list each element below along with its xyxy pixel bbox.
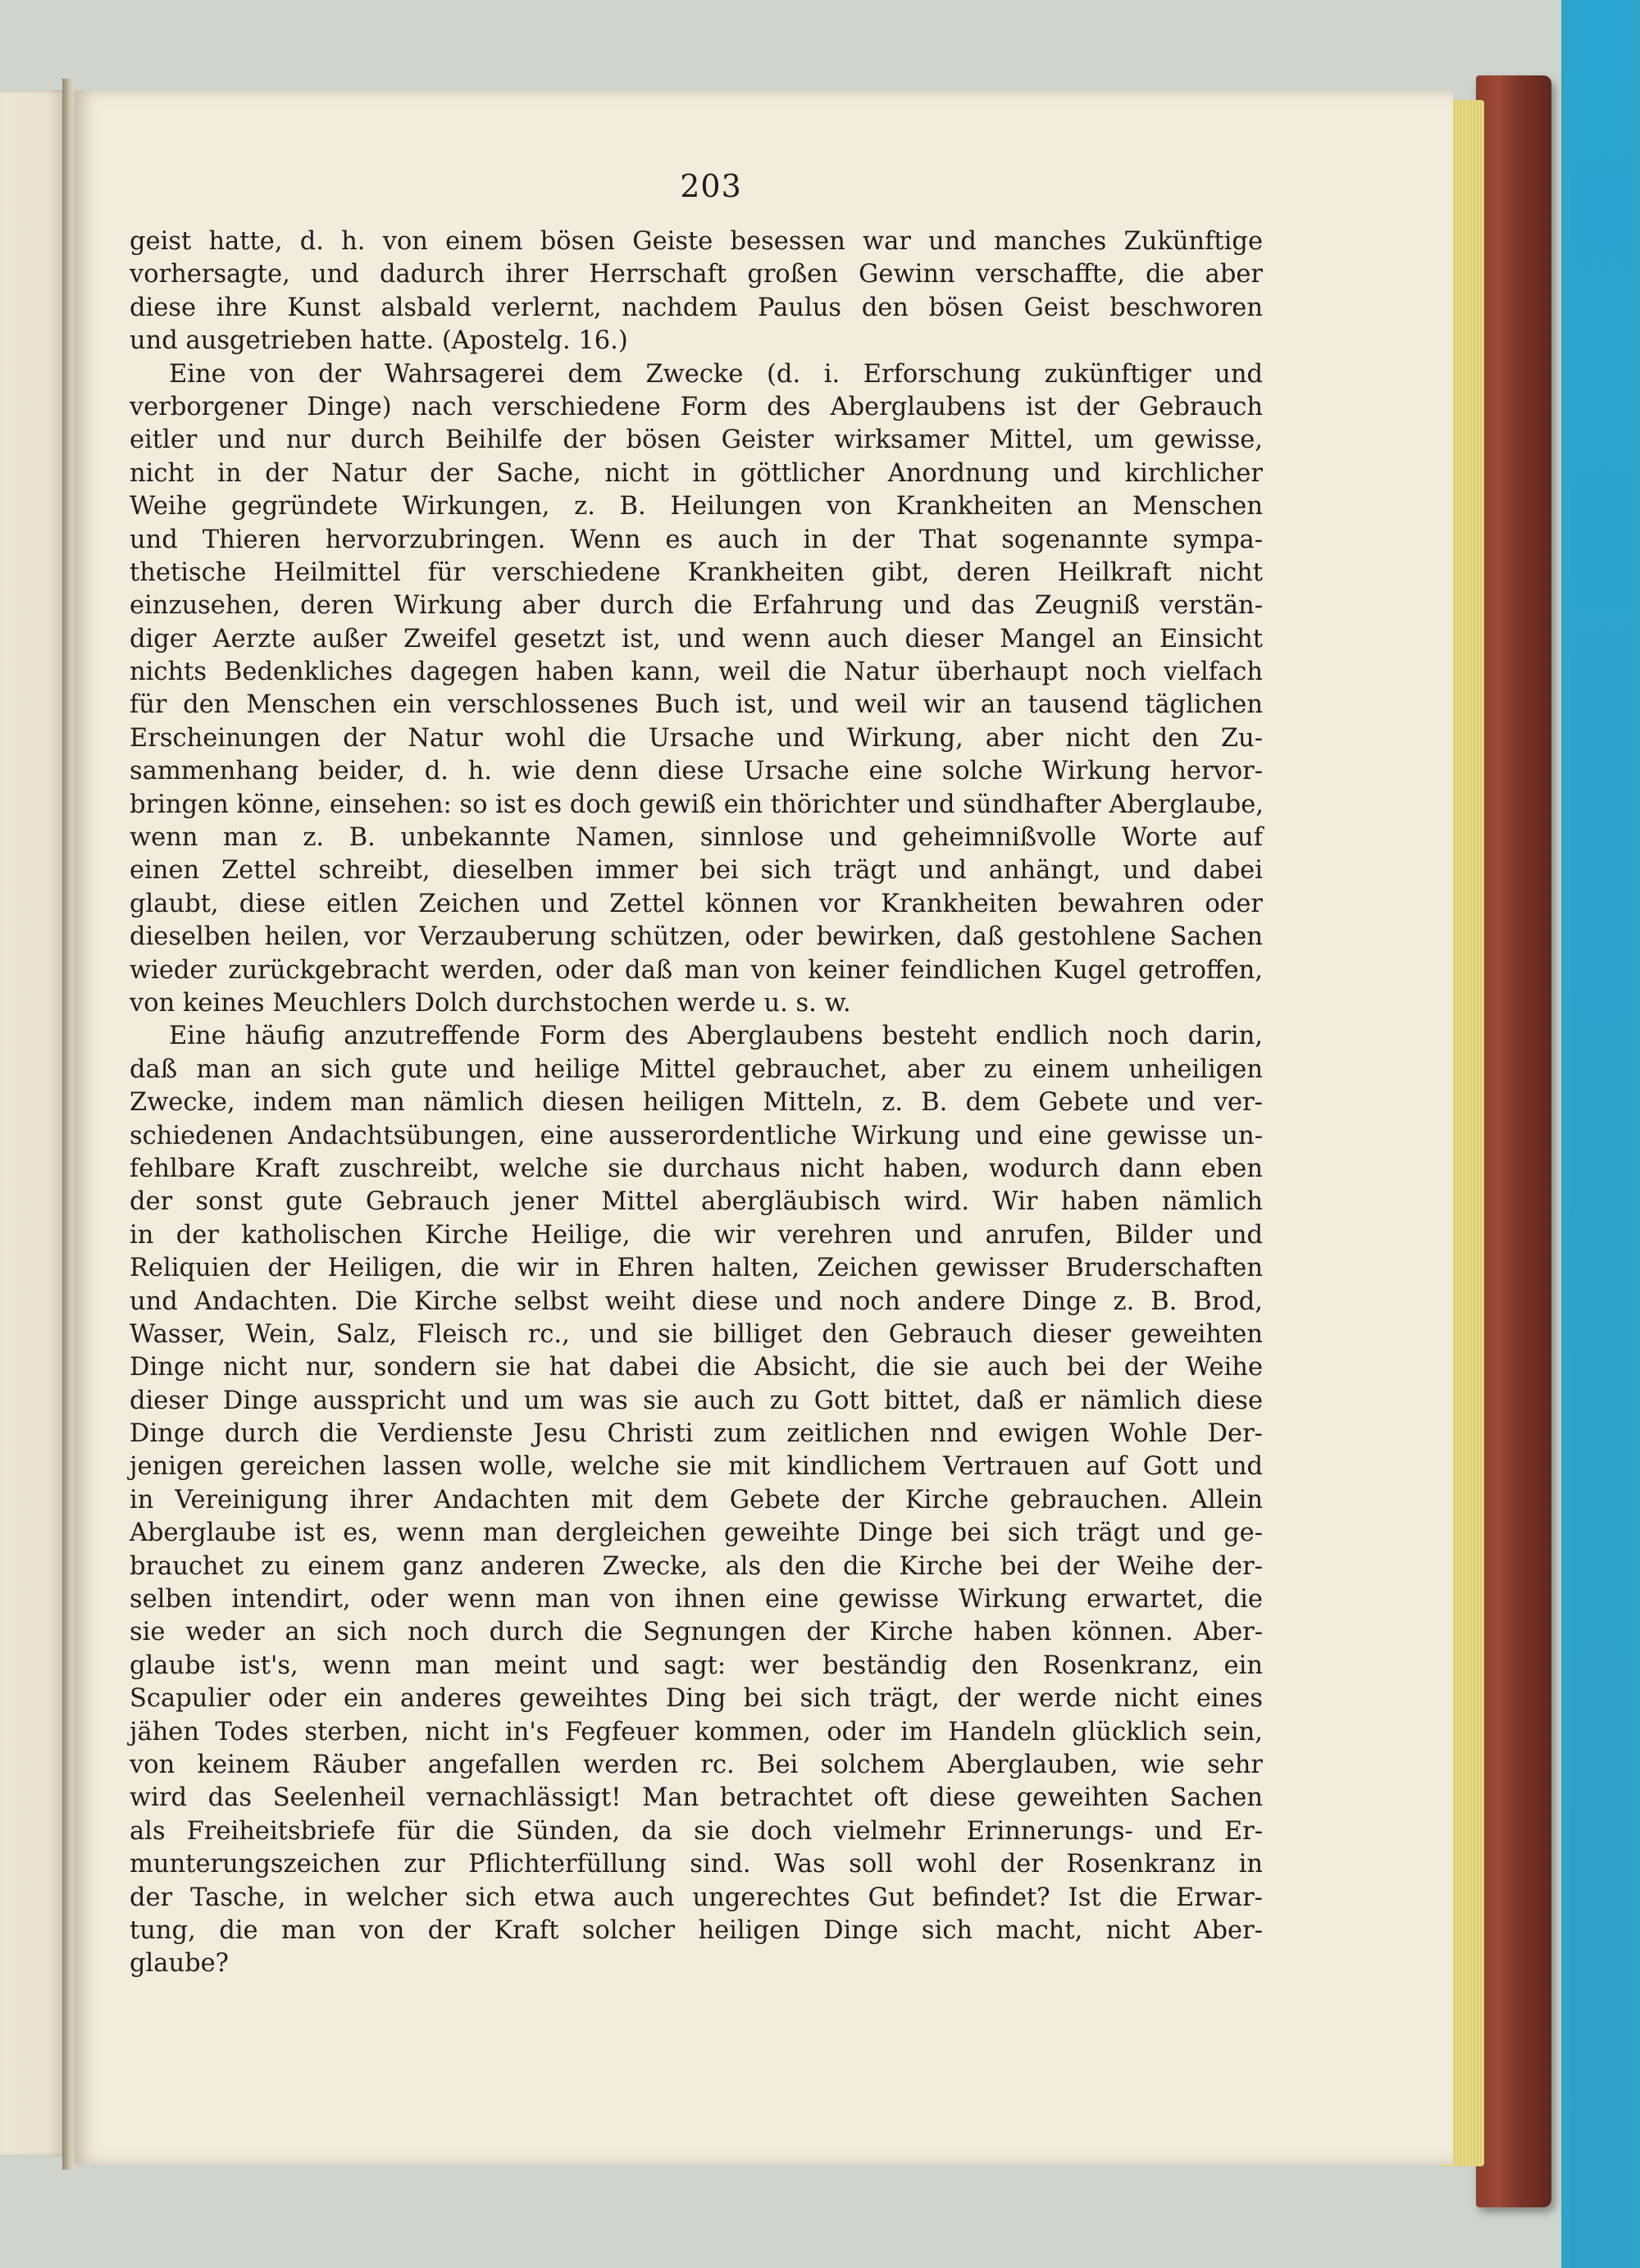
text-line: wird das Seelenheil vernachlässigt! Man betrachtet oft diese geweihten Sachen — [130, 1783, 1263, 1813]
text-line: diese ihre Kunst alsbald verlernt, nachdem Paulus den bösen Geist beschworen — [130, 293, 1263, 322]
text-line: Scapulier oder ein anderes geweihtes Ding bei sich trägt, der werde nicht eines — [130, 1684, 1263, 1714]
text-line: einen Zettel schreibt, dieselben immer bei sich trägt und anhängt, und dabei — [130, 856, 1263, 886]
text-line: brauchet zu einem ganz anderen Zwecke, als den die Kirche bei der Weihe der- — [130, 1551, 1263, 1581]
text-line: tung, die man von der Kraft solcher heiligen Dinge sich macht, nicht Aber- — [130, 1915, 1263, 1945]
text-line: dieser Dinge ausspricht und um was sie auch zu Gott bittet, daß er nämlich diese — [130, 1386, 1263, 1415]
text-line: munterungszeichen zur Pflichterfüllung sind. Was soll wohl der Rosenkranz in — [130, 1850, 1263, 1879]
text-line: glaube? — [130, 1949, 230, 1979]
body-text — [130, 225, 1263, 1981]
book-gutter — [62, 79, 74, 2170]
text-line: glaubt, diese eitlen Zeichen und Zettel können vor Krankheiten bewahren oder — [130, 889, 1263, 918]
text-line: Zwecke, indem man nämlich diesen heiligen Mitteln, z. B. dem Gebete und ver- — [130, 1088, 1263, 1118]
text-line: bringen könne, einsehen: so ist es doch gewiß ein thörichter und sündhafter Aberglaube, — [130, 790, 1264, 819]
text-line: in der katholischen Kirche Heilige, die wir verehren und anrufen, Bilder und — [130, 1220, 1263, 1250]
text-line: Reliquien der Heiligen, die wir in Ehren halten, Zeichen gewisser Bruderschaften — [130, 1254, 1263, 1283]
text-line: fehlbare Kraft zuschreibt, welche sie durchaus nicht haben, wodurch dann eben — [130, 1154, 1263, 1183]
text-line: Dinge nicht nur, sondern sie hat dabei die Absicht, die sie auch bei der Weihe — [130, 1353, 1263, 1382]
text-line: Erscheinungen der Natur wohl die Ursache und Wirkung, aber nicht den Zu- — [130, 723, 1263, 753]
text-line: in Vereinigung ihrer Andachten mit dem Gebete der Kirche gebrauchen. Allein — [130, 1485, 1263, 1514]
text-line: Eine häufig anzutreffende Form des Aberglaubens besteht endlich noch darin, — [169, 1022, 1263, 1051]
text-line: jenigen gereichen lassen wolle, welche sie mit kindlichem Vertrauen auf Gott und — [130, 1452, 1263, 1482]
text-line: der Tasche, in welcher sich etwa auch ungerechtes Gut befindet? Ist die Erwar- — [130, 1883, 1263, 1912]
text-line: wenn man z. B. unbekannte Namen, sinnlose und geheimnißvolle Worte auf — [130, 823, 1263, 853]
left-page-margin — [0, 90, 69, 2156]
book-cover-edge — [1476, 75, 1551, 2207]
text-line: selben intendirt, oder wenn man von ihnen eine gewisse Wirkung erwartet, die — [130, 1585, 1263, 1614]
text-line: einzusehen, deren Wirkung aber durch die Erfahrung und das Zeugniß verstän- — [130, 591, 1263, 621]
text-line: sammenhang beider, d. h. wie denn diese Ursache eine solche Wirkung hervor- — [130, 757, 1263, 786]
text-line: für den Menschen ein verschlossenes Buch ist, und weil wir an tausend täglichen — [130, 690, 1263, 720]
calibration-patch — [1569, 0, 1632, 2268]
text-line: schiedenen Andachtsübungen, eine ausserordentliche Wirkung und eine gewisse un- — [130, 1121, 1263, 1150]
text-line: diger Aerzte außer Zweifel gesetzt ist, und wenn auch dieser Mangel an Einsicht — [130, 624, 1263, 654]
text-line: Wasser, Wein, Salz, Fleisch rc., und sie billiget den Gebrauch dieser geweihten — [130, 1319, 1263, 1349]
text-line: und Thieren hervorzubringen. Wenn es auch in der That sogenannte sympa- — [130, 525, 1263, 554]
text-line: von keinem Räuber angefallen werden rc. Bei solchem Aberglauben, wie sehr — [130, 1750, 1263, 1779]
text-line: jähen Todes sterben, nicht in's Fegfeuer kommen, oder im Handeln glücklich sein, — [130, 1717, 1263, 1747]
text-line: glaube ist's, wenn man meint und sagt: wer beständig den Rosenkranz, ein — [130, 1651, 1263, 1680]
text-line: thetische Heilmittel für verschiedene Krankheiten gibt, deren Heilkraft nicht — [130, 558, 1263, 587]
text-line: vorhersagte, und dadurch ihrer Herrschaft großen Gewinn verschaffte, die aber — [130, 260, 1263, 289]
text-line: und Andachten. Die Kirche selbst weiht diese und noch andere Dinge z. B. Brod, — [130, 1287, 1263, 1316]
text-line: daß man an sich gute und heilige Mittel gebrauchet, aber zu einem unheiligen — [130, 1054, 1263, 1084]
text-line: sie weder an sich noch durch die Segnungen der Kirche haben können. Aber- — [130, 1618, 1263, 1647]
text-line: Weihe gegründete Wirkungen, z. B. Heilungen von Krankheiten an Menschen — [130, 492, 1263, 521]
text-line: Dinge durch die Verdienste Jesu Christi zum zeitlichen nnd ewigen Wohle Der- — [130, 1419, 1263, 1449]
text-line: von keines Meuchlers Dolch durchstochen werde u. s. w. — [130, 988, 851, 1018]
text-line: nichts Bedenkliches dagegen haben kann, weil die Natur überhaupt noch vielfach — [130, 658, 1263, 687]
text-line: dieselben heilen, vor Verzauberung schützen, oder bewirken, daß gestohlene Sachen — [130, 922, 1263, 952]
page-number: 203 — [680, 168, 742, 204]
text-line: als Freiheitsbriefe für die Sünden, da sie doch vielmehr Erinnerungs- und Er- — [130, 1816, 1263, 1846]
text-line: eitler und nur durch Beihilfe der bösen Geister wirksamer Mittel, um gewisse, — [130, 426, 1263, 455]
text-line: wieder zurückgebracht werden, oder daß man von keiner feindlichen Kugel getroffen, — [130, 955, 1263, 985]
text-line: Eine von der Wahrsagerei dem Zwecke (d. i. Erforschung zukünftiger und — [169, 359, 1263, 389]
text-line: und ausgetrieben hatte. (Apostelg. 16.) — [130, 326, 628, 356]
text-line: verborgener Dinge) nach verschiedene Form des Aberglaubens ist der Gebrauch — [130, 392, 1263, 421]
text-line: der sonst gute Gebrauch jener Mittel abergläubisch wird. Wir haben nämlich — [130, 1187, 1263, 1217]
text-line: Aberglaube ist es, wenn man dergleichen geweihte Dinge bei sich trägt und ge- — [130, 1519, 1263, 1548]
text-line: nicht in der Natur der Sache, nicht in göttlicher Anordnung und kirchlicher — [130, 458, 1263, 488]
text-line: geist hatte, d. h. von einem bösen Geiste besessen war und manches Zukünftige — [130, 227, 1263, 256]
scan-calibration-strip — [1561, 0, 1640, 2268]
